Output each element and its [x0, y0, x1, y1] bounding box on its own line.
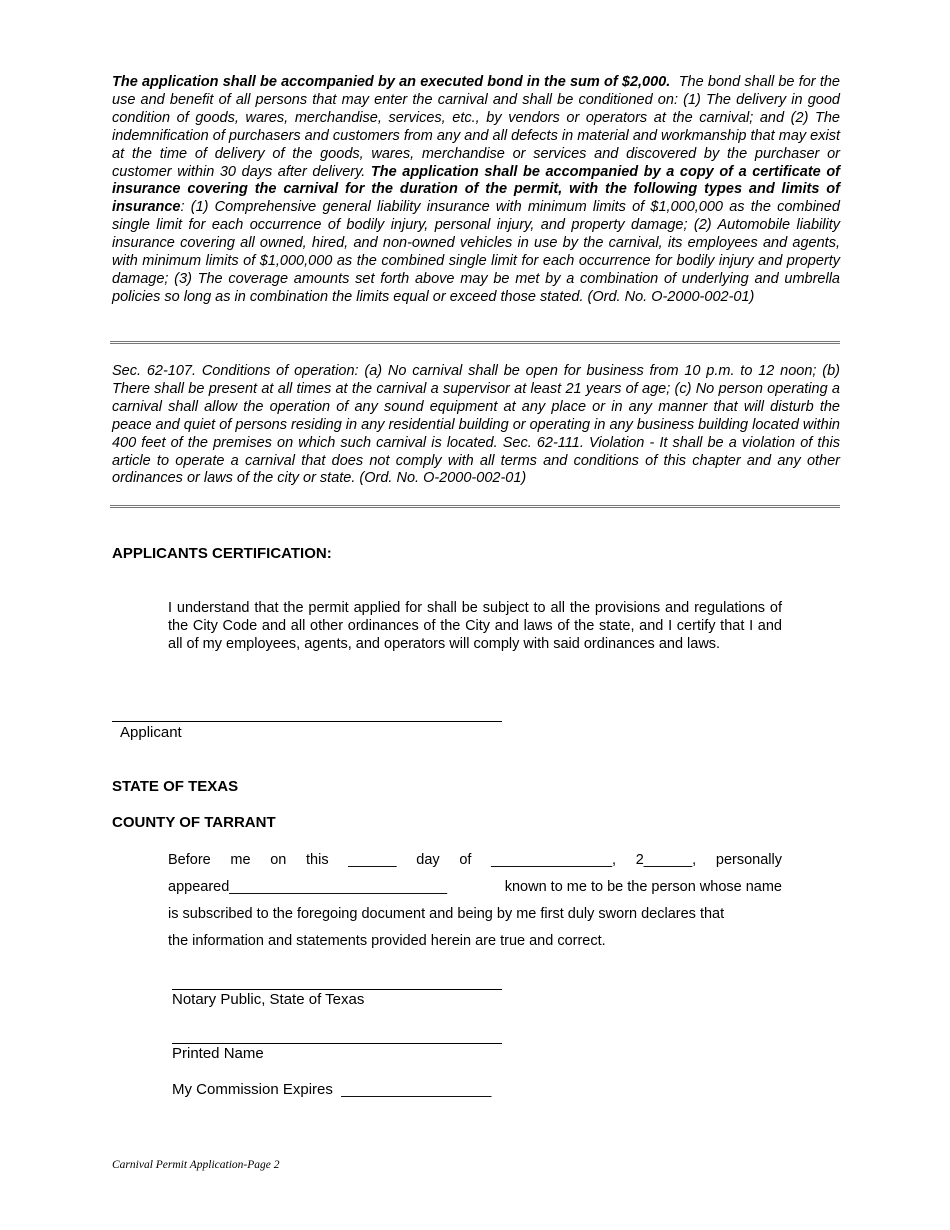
double-rule-divider [110, 341, 840, 344]
notary-acknowledgment-paragraph [168, 847, 782, 955]
word: on [270, 852, 287, 868]
state-heading: STATE OF TEXAS [112, 778, 239, 795]
word: personally [715, 852, 782, 868]
county-heading: COUNTY OF TARRANT [112, 814, 276, 831]
applicant-label: Applicant [120, 724, 182, 741]
page-footer: Carnival Permit Application-Page 2 [112, 1159, 280, 1171]
certification-heading: APPLICANTS CERTIFICATION: [112, 545, 332, 562]
applicant-signature-line[interactable] [112, 721, 502, 722]
bond-requirement-bold: The application shall be accompanied by an executed bond in the sum of $2,000. [112, 74, 671, 90]
double-rule-divider [110, 505, 840, 508]
month-blank[interactable]: _______________, [491, 852, 617, 868]
bond-conditions-text: The bond shall be for the use and benefit of all persons that may enter the carnival and shall be conditioned on: (1) The delivery in good condition of goods, wares, merchandise, services, etc., by vendors or operators at the carnival; and (2) The indemnification of purchasers and customers from any and all defects in material and workmanship that may exist at the time of delivery of the goods, wares, merchandise or services and discovered by the purchaser or customer within 30 days after delivery. [112, 74, 840, 180]
insurance-limits-text: : (1) Comprehensive general liability insurance with minimum limits of $1,000,000 as the combined single limit for each occurrence of bodily injury, personal injury, and property damage; (2) Automobile liability insurance covering all owned, hired, and non-owned vehicles in use by the carnival, its employees and agents, with minimum limits of $1,000,000 as the combined single limit for each occurrence for bodily injury and property damage; (3) The coverage amounts set forth above may be met by a combination of underlying and umbrella policies so long as in combination the limits equal or exceed those stated. (Ord. No. O-2000-002-01) [112, 199, 840, 305]
day-blank[interactable]: ______ [348, 852, 397, 868]
notary-line-2 [168, 874, 782, 901]
year-blank[interactable]: 2______, [635, 852, 697, 868]
appeared-name-blank[interactable]: appeared___________________________ [168, 879, 448, 895]
word: this [306, 852, 329, 868]
notary-public-label: Notary Public, State of Texas [172, 991, 365, 1008]
notary-line-4: the information and statements provided herein are true and correct. [168, 933, 606, 949]
word: of [459, 852, 472, 868]
notary-line-2-text: known to me to be the person whose name [504, 879, 782, 895]
notary-line-3: is subscribed to the foregoing document and being by me first duly sworn declares that [168, 906, 725, 922]
commission-expires-field[interactable]: My Commission Expires __________________ [172, 1081, 492, 1098]
bond-insurance-paragraph [112, 74, 840, 307]
notary-line-1 [168, 847, 782, 874]
conditions-of-operation-paragraph: Sec. 62-107. Conditions of operation: (a) No carnival shall be open for business from 10 p.m. to 12 noon; (b) There shall be present at all times at the carnival a supervisor at least 21 years of age; (c) No person operating a carnival shall allow the operation of any sound equipment at any place or in any manner that will disturb the peace and quiet of persons residing in any residential building or operating in any business building located within 400 feet of the premises on which such carnival is located. Sec. 62-111. Violation - It shall be a violation of this article to operate a carnival that does not comply with all terms and conditions of this chapter and any other ordinances or laws of the city or state. (Ord. No. O-2000-002-01) [112, 363, 840, 487]
word: Before [168, 852, 211, 868]
printed-name-label: Printed Name [172, 1045, 264, 1062]
printed-name-line[interactable] [172, 1043, 502, 1044]
certification-text: I understand that the permit applied for shall be subject to all the provisions and regulations of the City Code and all other ordinances of the City and laws of the state, and I certify that I and all of my employees, agents, and operators will comply with said ordinances and laws. [168, 600, 782, 652]
insurance-requirement-bold: The application shall be accompanied by a copy of a certificate of insurance covering the carnival for the duration of the permit, with the following types and limits of insurance [112, 163, 841, 216]
notary-signature-line[interactable] [172, 989, 502, 990]
word: me [230, 852, 251, 868]
word: day [416, 852, 440, 868]
